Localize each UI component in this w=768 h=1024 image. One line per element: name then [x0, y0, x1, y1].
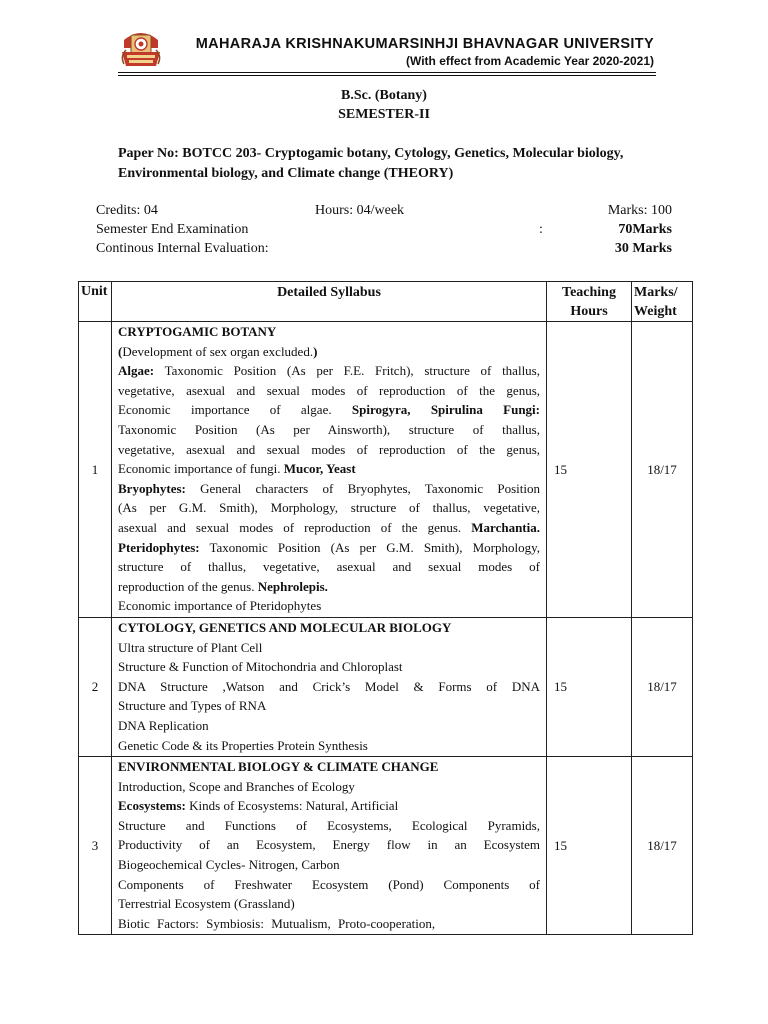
- teaching-hours: 15: [547, 322, 632, 618]
- syllabus-line: DNA Replication: [118, 717, 209, 733]
- syllabus-line: vegetative, asexual and sexual modes of reproduction of the genus,: [118, 382, 540, 398]
- syllabus-line: Structure and Functions of Ecosystems, Ecological Pyramids,: [118, 817, 540, 833]
- paper-title-line-2: Environmental biology, and Climate change (THEORY): [118, 165, 454, 181]
- unit-syllabus: [112, 322, 547, 618]
- syllabus-line: Economic importance of algae. Spirogyra, Spirulina Fungi:: [118, 402, 540, 418]
- syllabus-line: Structure and Types of RNA: [118, 698, 267, 714]
- see-marks: 70Marks: [618, 222, 672, 237]
- syllabus-line: Ecosystems: Kinds of Ecosystems: Natural, Artificial: [118, 798, 399, 814]
- syllabus-line: Algae: Taxonomic Position (As per F.E. Fritch), structure of thallus,: [118, 363, 540, 379]
- syllabus-line: Biogeochemical Cycles- Nitrogen, Carbon: [118, 856, 340, 872]
- cie-label: Continous Internal Evaluation:: [96, 241, 269, 256]
- table-row: [79, 757, 693, 935]
- teaching-hours: 15: [547, 618, 632, 757]
- syllabus-line: (Development of sex organ excluded.): [118, 343, 318, 359]
- see-colon: :: [539, 222, 543, 237]
- effective-year: (With effect from Academic Year 2020-2021): [406, 54, 654, 68]
- syllabus-line: Economic importance of fungi. Mucor, Yeast: [118, 461, 356, 477]
- syllabus-line: vegetative, asexual and sexual modes of reproduction of the genus,: [118, 441, 540, 457]
- syllabus-line: Economic importance of Pteridophytes: [118, 598, 322, 614]
- marks-weight-header: Marks/ Weight: [632, 282, 693, 322]
- unit-number: 1: [79, 322, 112, 618]
- teaching-hours: 15: [547, 757, 632, 935]
- syllabus-line: Productivity of an Ecosystem, Energy flow in an Ecosystem: [118, 837, 540, 853]
- unit-header: Unit: [79, 282, 112, 322]
- unit-heading: ENVIRONMENTAL BIOLOGY & CLIMATE CHANGE: [118, 759, 439, 774]
- unit-heading: CRYPTOGAMIC BOTANY: [118, 324, 277, 339]
- table-row: [79, 618, 693, 757]
- syllabus-line: Components of Freshwater Ecosystem (Pond) Components of: [118, 876, 540, 892]
- course-semester: SEMESTER-II: [338, 107, 430, 122]
- syllabus-line: Terrestrial Ecosystem (Grassland): [118, 896, 295, 912]
- syllabus-line: structure of thallus, vegetative, asexual and sexual modes of: [118, 559, 540, 575]
- syllabus-line: Biotic Factors: Symbiosis: Mutualism, Proto-cooperation,: [118, 915, 436, 931]
- cie-marks: 30 Marks: [614, 241, 672, 256]
- syllabus-line: Introduction, Scope and Branches of Ecology: [118, 778, 355, 794]
- unit-heading: CYTOLOGY, GENETICS AND MOLECULAR BIOLOGY: [118, 620, 452, 635]
- hours-per-week: Hours: 04/week: [315, 203, 405, 218]
- syllabus-line: Structure & Function of Mitochondria and Chloroplast: [118, 659, 403, 675]
- unit-syllabus: [112, 618, 547, 757]
- unit-syllabus: [112, 757, 547, 935]
- teaching-hours-header: Teaching Hours: [547, 282, 632, 322]
- header-rule-double: [118, 75, 656, 76]
- table-header-row: [79, 282, 693, 322]
- university-name: MAHARAJA KRISHNAKUMARSINHJI BHAVNAGAR UNIVERSITY: [195, 36, 654, 52]
- syllabus-table: [78, 281, 693, 935]
- syllabus-line: Pteridophytes: Taxonomic Position (As per G.M. Smith), Morphology,: [118, 539, 540, 555]
- course-degree: B.Sc. (Botany): [341, 88, 427, 103]
- syllabus-line: DNA Structure ,Watson and Crick’s Model & Forms of DNA: [118, 678, 540, 694]
- syllabus-line: reproduction of the genus. Nephrolepis.: [118, 578, 328, 594]
- syllabus-line: Genetic Code & its Properties Protein Synthesis: [118, 737, 368, 753]
- unit-number: 3: [79, 757, 112, 935]
- credits: Credits: 04: [96, 203, 158, 218]
- university-emblem-icon: [118, 26, 164, 72]
- marks-weight: 18/17: [632, 322, 693, 618]
- syllabus-header: Detailed Syllabus: [112, 282, 547, 322]
- marks-weight: 18/17: [632, 618, 693, 757]
- syllabus-line: Ultra structure of Plant Cell: [118, 639, 263, 655]
- marks-weight: 18/17: [632, 757, 693, 935]
- see-label: Semester End Examination: [96, 222, 249, 237]
- syllabus-line: Bryophytes: General characters of Bryophytes, Taxonomic Position: [118, 480, 540, 496]
- total-marks: Marks: 100: [607, 203, 672, 218]
- table-row: [79, 322, 693, 618]
- syllabus-line: Taxonomic Position (As per Ainsworth), structure of thallus,: [118, 421, 540, 437]
- paper-title-line-1: Paper No: BOTCC 203- Cryptogamic botany, Cytology, Genetics, Molecular biology,: [118, 146, 624, 161]
- syllabus-line: asexual and sexual modes of reproduction of the genus. Marchantia.: [118, 519, 540, 535]
- paper-title: [118, 144, 678, 183]
- unit-number: 2: [79, 618, 112, 757]
- header-rule: [118, 72, 656, 73]
- syllabus-line: (As per G.M. Smith), Morphology, structure of thallus, vegetative,: [118, 500, 540, 516]
